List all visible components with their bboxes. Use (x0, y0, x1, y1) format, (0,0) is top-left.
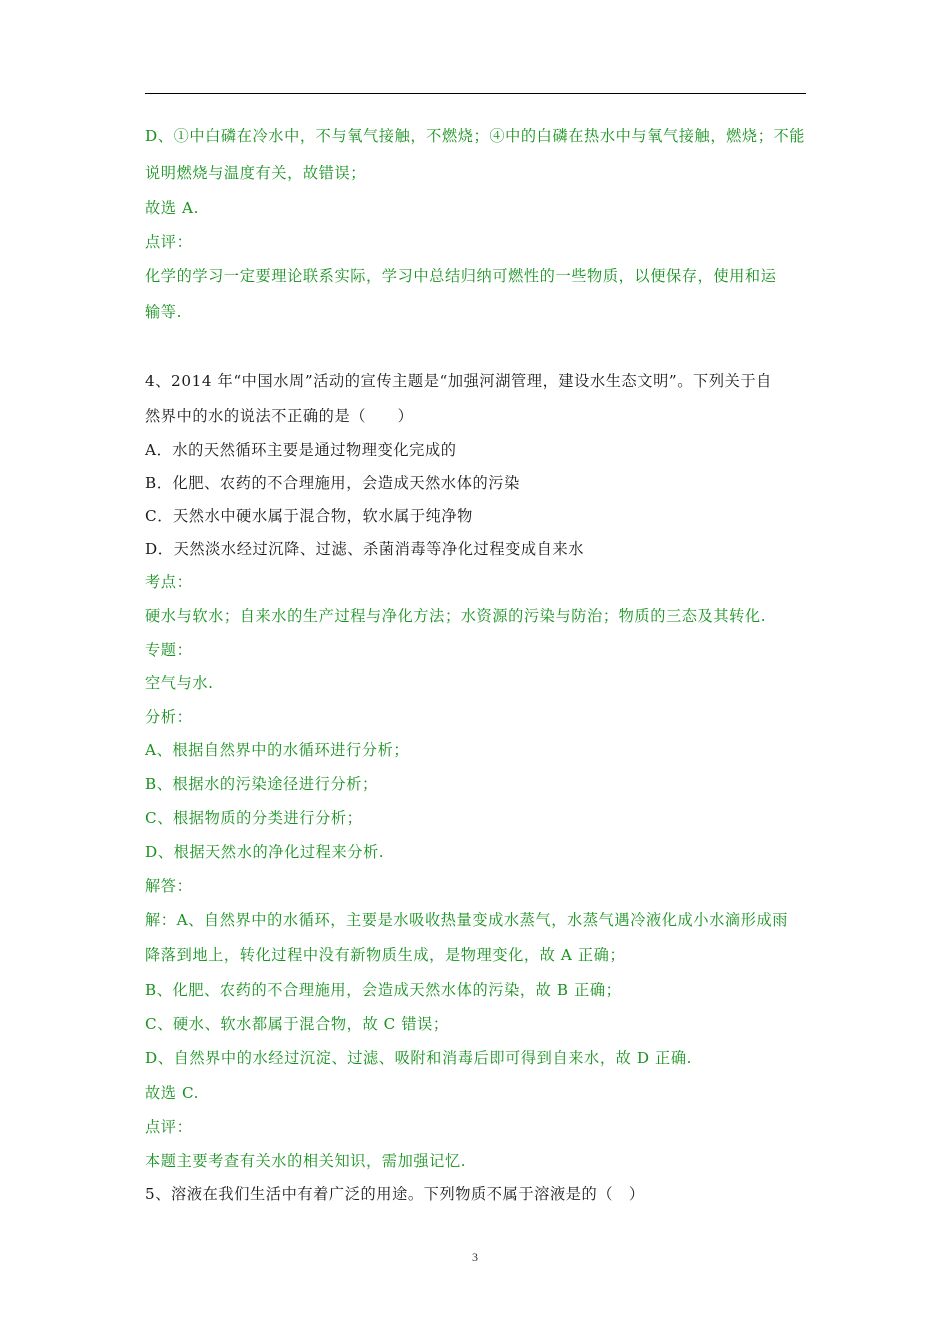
q4-jieda-b: B、化肥、农药的不合理施用，会造成天然水体的污染，故 B 正确； (145, 981, 622, 999)
q4-fenxi-label: 分析： (145, 708, 193, 726)
header-rule (145, 93, 806, 94)
q4-jieda-line1: 解：A、自然界中的水循环，主要是水吸收热量变成水蒸气，水蒸气遇冷液化成小水滴形成雨 (145, 911, 789, 929)
q4-choice: 故选 C. (145, 1084, 200, 1102)
q4-option-c: C．天然水中硬水属于混合物，软水属于纯净物 (145, 507, 473, 525)
prev-choice: 故选 A. (145, 199, 199, 217)
q4-fenxi-a: A、根据自然界中的水循环进行分析； (145, 741, 410, 759)
q4-comment: 本题主要考查有关水的相关知识，需加强记忆. (145, 1152, 467, 1170)
prev-option-d-line2: 说明燃烧与温度有关，故错误； (145, 164, 367, 182)
q4-fenxi-d: D、根据天然水的净化过程来分析. (145, 843, 385, 861)
q4-fenxi-c: C、根据物质的分类进行分析； (145, 809, 363, 827)
prev-comment-line1: 化学的学习一定要理论联系实际，学习中总结归纳可燃性的一些物质，以便保存，使用和运 (145, 267, 777, 285)
q4-zhuanti-label: 专题： (145, 641, 193, 659)
q4-jieda-c: C、硬水、软水都属于混合物，故 C 错误； (145, 1015, 449, 1033)
q4-fenxi-b: B、根据水的污染途径进行分析； (145, 775, 378, 793)
q4-zhuanti: 空气与水. (145, 674, 214, 692)
q4-comment-label: 点评： (145, 1118, 193, 1136)
q4-jieda-line2: 降落到地上，转化过程中没有新物质生成，是物理变化，故 A 正确； (145, 946, 626, 964)
q4-option-d: D．天然淡水经过沉降、过滤、杀菌消毒等净化过程变成自来水 (145, 540, 585, 558)
q4-jieda-label: 解答： (145, 877, 193, 895)
q4-jieda-d: D、自然界中的水经过沉淀、过滤、吸附和消毒后即可得到自来水，故 D 正确. (145, 1049, 693, 1067)
prev-comment-line2: 输等. (145, 303, 183, 321)
q4-option-b: B．化肥、农药的不合理施用，会造成天然水体的污染 (145, 474, 520, 492)
q4-stem-line1: 4、2014 年“中国水周”活动的宣传主题是“加强河湖管理，建设水生态文明”。下列关于自 (145, 372, 772, 390)
prev-comment-label: 点评： (145, 233, 193, 251)
page-number: 3 (472, 1250, 478, 1264)
prev-option-d-line1: D、①中白磷在冷水中，不与氧气接触，不燃烧；④中的白磷在热水中与氧气接触，燃烧；不能 (145, 127, 806, 145)
q4-kaodian: 硬水与软水；自来水的生产过程与净化方法；水资源的污染与防治；物质的三态及其转化. (145, 607, 767, 625)
q4-stem-line2: 然界中的水的说法不正确的是（ ） (145, 407, 414, 425)
q4-option-a: A．水的天然循环主要是通过物理变化完成的 (145, 441, 457, 459)
q4-kaodian-label: 考点： (145, 573, 193, 591)
q5-stem: 5、溶液在我们生活中有着广泛的用途。下列物质不属于溶液是的（ ） (145, 1185, 645, 1203)
